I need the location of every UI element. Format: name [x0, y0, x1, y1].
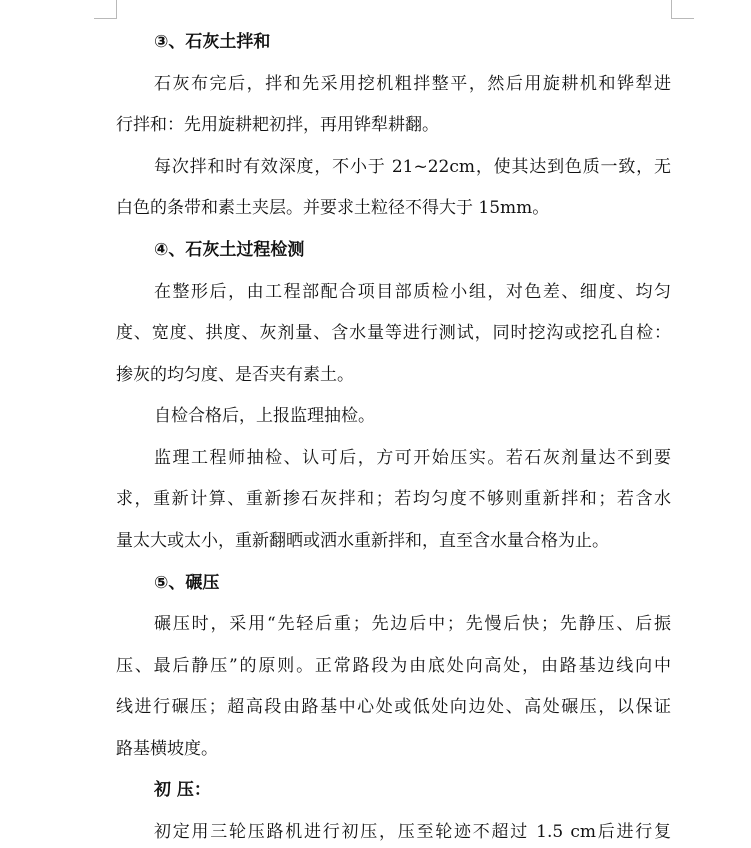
subheading-initial-pressing: 初 压：	[154, 780, 211, 800]
paragraph-line: 度、宽度、拱度、灰剂量、含水量等进行测试，同时挖沟或挖孔自检：	[116, 323, 671, 343]
paragraph-line: 碾压时，采用“先轻后重；先边后中；先慢后快；先静压、后振	[154, 614, 671, 634]
paragraph-line: 压、最后静压”的原则。正常路段为由底处向高处，由路基边线向中	[116, 656, 671, 676]
paragraph-line: 石灰布完后，拌和先采用挖机粗拌整平，然后用旋耕机和铧犁进	[154, 74, 671, 94]
crop-mark-left	[94, 0, 117, 19]
paragraph-line: 掺灰的均匀度、是否夹有素土。	[116, 365, 354, 385]
paragraph-line: 求，重新计算、重新掺石灰拌和；若均匀度不够则重新拌和；若含水	[116, 489, 671, 509]
paragraph-line: 在整形后，由工程部配合项目部质检小组，对色差、细度、均匀	[154, 282, 671, 302]
paragraph-line: 初定用三轮压路机进行初压，压至轮迹不超过 1.5 cm后进行复	[154, 822, 671, 842]
paragraph-line: 白色的条带和素土夹层。并要求土粒径不得大于 15mm。	[116, 198, 550, 218]
paragraph-line: 量太大或太小，重新翻晒或洒水重新拌和，直至含水量合格为止。	[116, 531, 609, 551]
paragraph-line: 自检合格后，上报监理抽检。	[154, 406, 375, 426]
section-heading-inspection: ④、石灰土过程检测	[154, 240, 305, 260]
section-heading-mixing: ③、石灰土拌和	[154, 32, 271, 52]
paragraph-line: 路基横坡度。	[116, 739, 218, 759]
paragraph-line: 每次拌和时有效深度，不小于 21~22cm，使其达到色质一致，无	[154, 157, 671, 177]
paragraph-line: 线进行碾压；超高段由路基中心处或低处向边处、高处碾压，以保证	[116, 697, 671, 717]
paragraph-line: 监理工程师抽检、认可后，方可开始压实。若石灰剂量达不到要	[154, 448, 671, 468]
crop-mark-right	[671, 0, 694, 19]
paragraph-line: 行拌和：先用旋耕耙初拌，再用铧犁耕翻。	[116, 115, 439, 135]
section-heading-compaction: ⑤、碾压	[154, 573, 220, 593]
